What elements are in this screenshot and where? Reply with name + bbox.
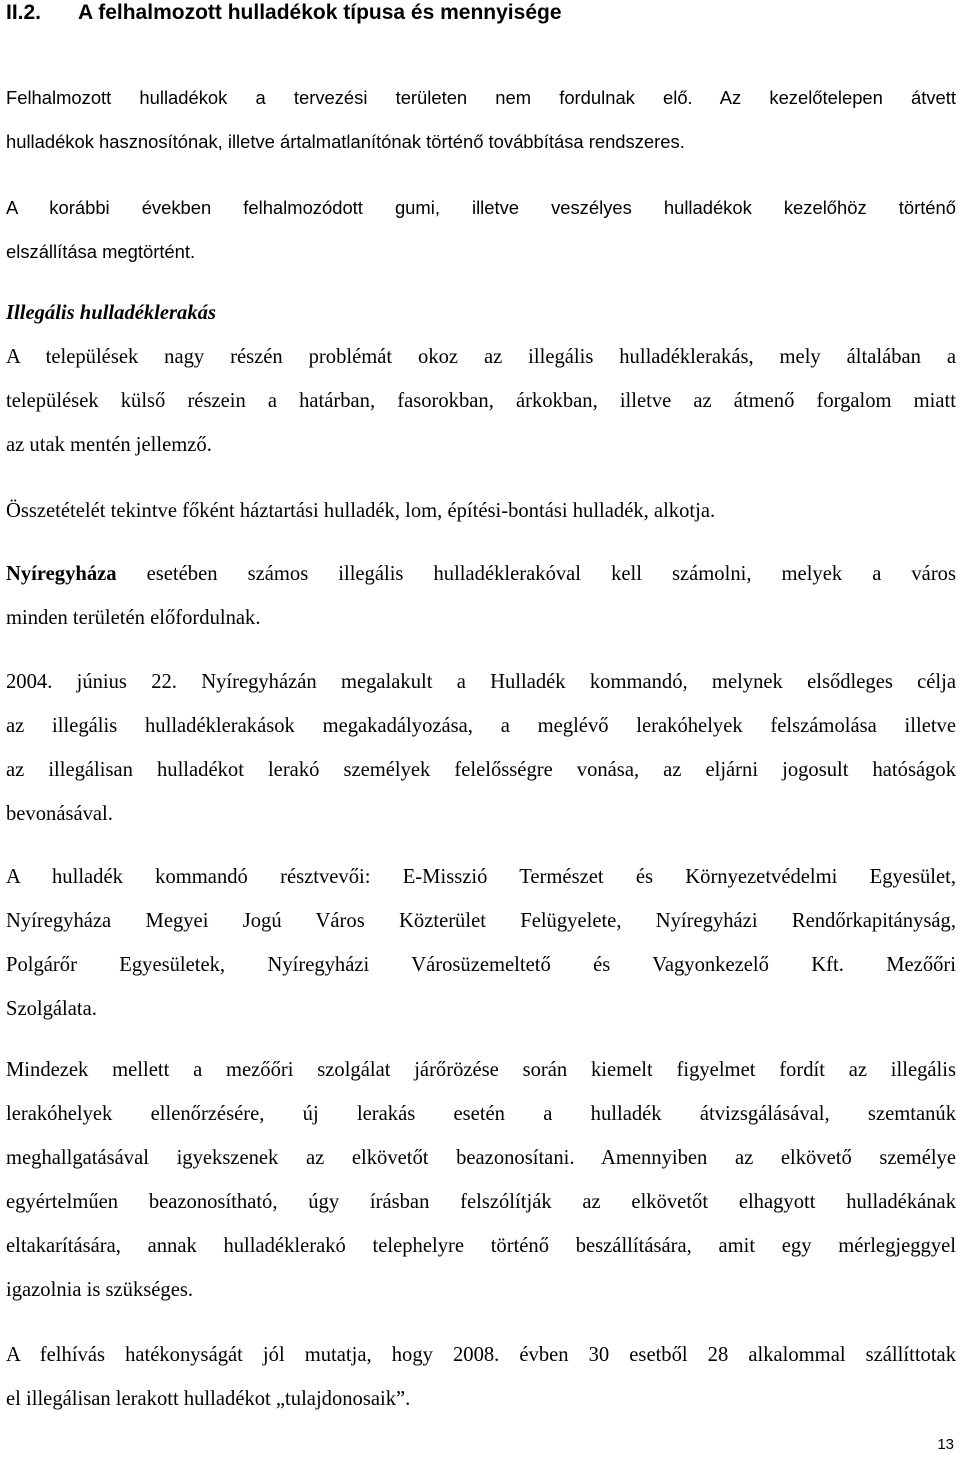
paragraph-effectiveness <box>6 1333 956 1421</box>
section-number: II.2. <box>6 1 42 24</box>
text-line: Összetételét tekintve főként háztartási hulladék, lom, építési-bontási hulladék, alkotja. <box>6 500 716 522</box>
text-line: Mindezek mellett a mezőőri szolgálat járőrözése során kiemelt figyelmet fordít az illegális <box>6 1059 956 1081</box>
paragraph-nyiregyhaza <box>6 552 956 640</box>
text-line: bevonásával. <box>6 803 113 825</box>
paragraph-commando-participants <box>6 855 956 1031</box>
text-line: az illegálisan hulladékot lerakó személyek felelősségre vonása, az eljárni jogosult hatóságok <box>6 759 956 781</box>
paragraph-settlements <box>6 335 956 467</box>
text-line: A felhívás hatékonyságát jól mutatja, hogy 2008. évben 30 esetből 28 alkalommal szállíttotak <box>6 1344 956 1366</box>
text-line: lerakóhelyek ellenőrzésére, új lerakás esetén a hulladék átvizsgálásával, szemtanúk <box>6 1103 956 1125</box>
text-line: Polgárőr Egyesületek, Nyíregyházi Városüzemeltető és Vagyonkezelő Kft. Mezőőri <box>6 954 956 976</box>
subheading-text: Illegális hulladéklerakás <box>6 302 216 324</box>
paragraph-commando-founded <box>6 660 956 836</box>
text-line: A települések nagy részén problémát okoz az illegális hulladéklerakás, mely általában a <box>6 346 956 368</box>
text-line: el illegálisan lerakott hulladékot „tulajdonosaik”. <box>6 1388 411 1410</box>
paragraph-earlier-years <box>6 186 956 274</box>
text-line: A hulladék kommandó résztvevői: E-Misszió Természet és Környezetvédelmi Egyesület, <box>6 866 956 888</box>
page-number: 13 <box>937 1436 954 1453</box>
subheading-illegal-dumping <box>6 291 956 335</box>
text-line <box>6 552 956 596</box>
text-line: egyértelműen beazonosítható, úgy írásban felszólítják az elkövetőt elhagyott hulladékának <box>6 1191 956 1213</box>
text-line: az utak mentén jellemző. <box>6 434 212 456</box>
bold-city-name: Nyíregyháza <box>6 563 117 585</box>
text-line: települések külső részein a határban, fasorokban, árkokban, illetve az átmenő forgalom miatt <box>6 390 956 412</box>
section-title: A felhalmozott hulladékok típusa és mennyisége <box>78 1 562 24</box>
text-line: meghallgatásával igyekszenek az elkövetőt beazonosítani. Amennyiben az elkövető személye <box>6 1147 956 1169</box>
text-run: esetében számos illegális hulladéklerakóval kell számolni, melyek a város <box>116 563 956 585</box>
text-line: az illegális hulladéklerakások megakadályozása, a meglévő lerakóhelyek felszámolása illetve <box>6 715 956 737</box>
text-line: Felhalmozott hulladékok a tervezési területen nem fordulnak elő. Az kezelőtelepen átvett <box>6 87 956 108</box>
text-line: igazolnia is szükséges. <box>6 1279 194 1301</box>
paragraph-field-guard <box>6 1048 956 1312</box>
text-line: minden területén előfordulnak. <box>6 607 261 629</box>
text-line: elszállítása megtörtént. <box>6 241 196 262</box>
text-line: eltakarítására, annak hulladéklerakó telephelyre történő beszállítására, amit egy mérlegjeggyel <box>6 1235 956 1257</box>
text-line: hulladékok hasznosítónak, illetve ártalmatlanítónak történő továbbítása rendszeres. <box>6 131 685 152</box>
paragraph-accumulated-waste <box>6 76 956 164</box>
section-heading <box>6 0 562 26</box>
text-line: Szolgálata. <box>6 998 97 1020</box>
text-line: Nyíregyháza Megyei Jogú Város Közterület Felügyelete, Nyíregyházi Rendőrkapitányság, <box>6 910 956 932</box>
text-line: A korábbi években felhalmozódott gumi, illetve veszélyes hulladékok kezelőhöz történő <box>6 197 956 218</box>
paragraph-composition <box>6 489 956 533</box>
text-line: 2004. június 22. Nyíregyházán megalakult a Hulladék kommandó, melynek elsődleges célja <box>6 671 956 693</box>
